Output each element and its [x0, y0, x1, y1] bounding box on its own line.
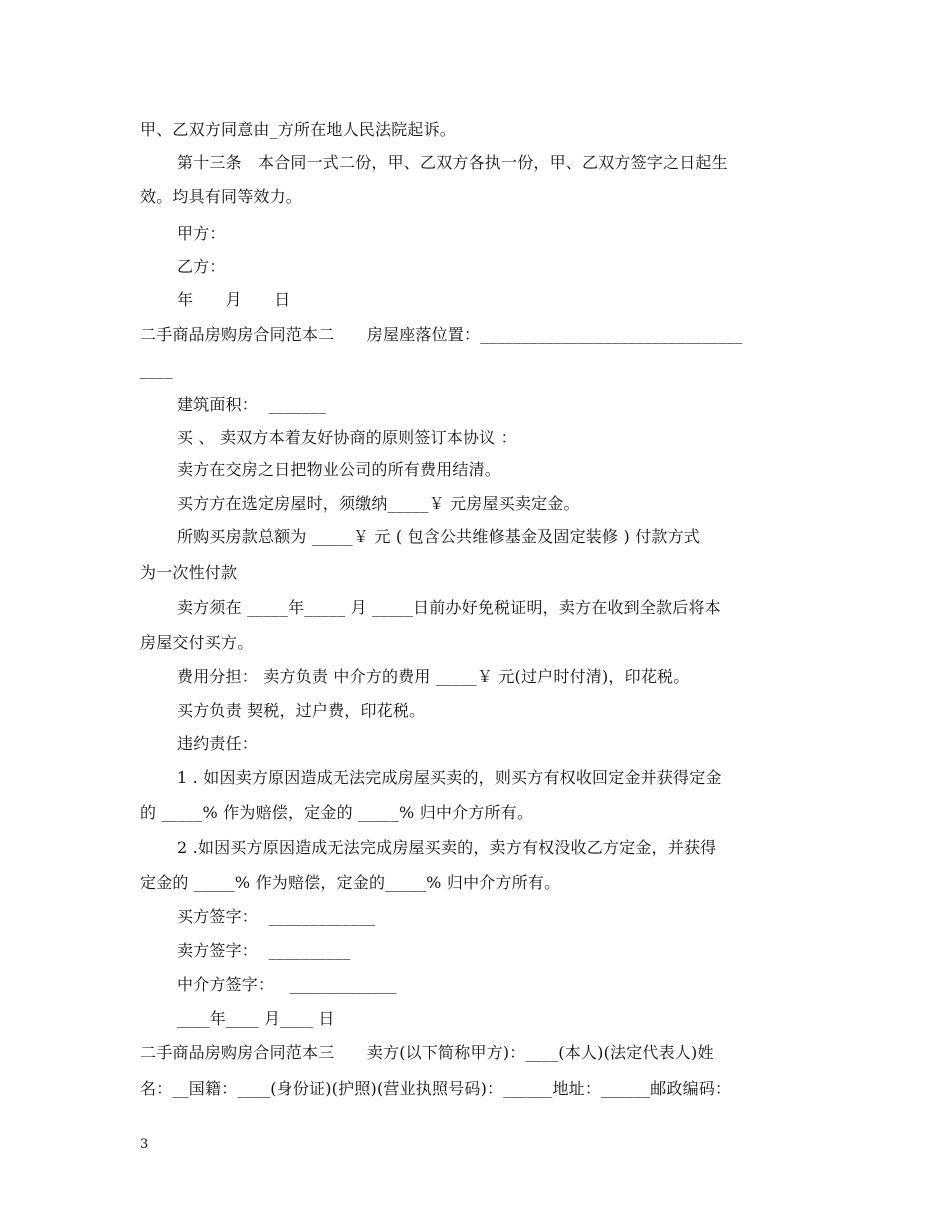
text-line: 卖方在交房之日把物业公司的所有费用结清。: [177, 460, 502, 479]
text-line: 买方负责 契税，过户费，印花税。: [177, 701, 426, 720]
text-line: 的 _____% 作为赔偿，定金的 _____% 归中介方所有。: [140, 803, 534, 822]
text-line: 甲、乙双方同意由_方所在地人民法院起诉。: [140, 120, 457, 139]
section-heading: 二手商品房购房合同范本三 卖方(以下简称甲方)：____(本人)(法定代表人)姓: [140, 1043, 714, 1062]
text-line: 第十三条 本合同一式二份，甲、乙双方各执一份，甲、乙双方签字之日起生: [177, 153, 728, 172]
signature-line: 中介方签字： _____________: [177, 975, 397, 994]
text-line: 建筑面积： _______: [177, 395, 326, 414]
signature-line: 买方签字： _____________: [177, 907, 376, 926]
text-line: 所购买房款总额为 _____￥ 元 ( 包含公共维修基金及固定装修 ) 付款方式: [177, 527, 701, 546]
text-line: 乙方：: [177, 257, 226, 276]
text-line: 甲方：: [177, 224, 226, 243]
text-line: 2 .如因买方原因造成无法完成房屋买卖的，卖方有权没收乙方定金，并获得: [177, 838, 717, 857]
text-line: 房屋交付买方。: [140, 633, 254, 652]
text-line: 效。均具有同等效力。: [140, 187, 303, 206]
page-number: 3: [140, 1137, 149, 1152]
section-heading: 二手商品房购房合同范本二 房屋座落位置：________________________________: [140, 325, 743, 344]
text-line: ____: [140, 360, 173, 379]
date-line: 年 月 日: [177, 290, 291, 309]
text-line: 1 . 如因卖方原因造成无法完成房屋买卖的，则买方有权收回定金并获得定金: [177, 768, 722, 787]
text-line: 名：__国籍：____(身份证)(护照)(营业执照号码)：______地址：______邮政编码：: [140, 1079, 732, 1098]
text-line: 违约责任：: [177, 734, 259, 753]
date-line: ____年____ 月____ 日: [177, 1009, 335, 1028]
text-line: 定金的 _____% 作为赔偿，定金的_____% 归中介方所有。: [140, 873, 561, 892]
text-line: 买 、 卖双方本着友好协商的原则签订本协议 ：: [177, 428, 517, 447]
text-line: 卖方须在 _____年_____ 月 _____日前办好免税证明，卖方在收到全款后将本: [177, 598, 721, 617]
text-line: 买方方在选定房屋时，须缴纳_____￥ 元房屋买卖定金。: [177, 494, 580, 513]
text-line: 费用分担： 卖方负责 中介方的费用 _____￥ 元(过户时付清)，印花税。: [177, 667, 690, 686]
text-line: 为一次性付款: [140, 563, 238, 582]
signature-line: 卖方签字： __________: [177, 941, 351, 960]
